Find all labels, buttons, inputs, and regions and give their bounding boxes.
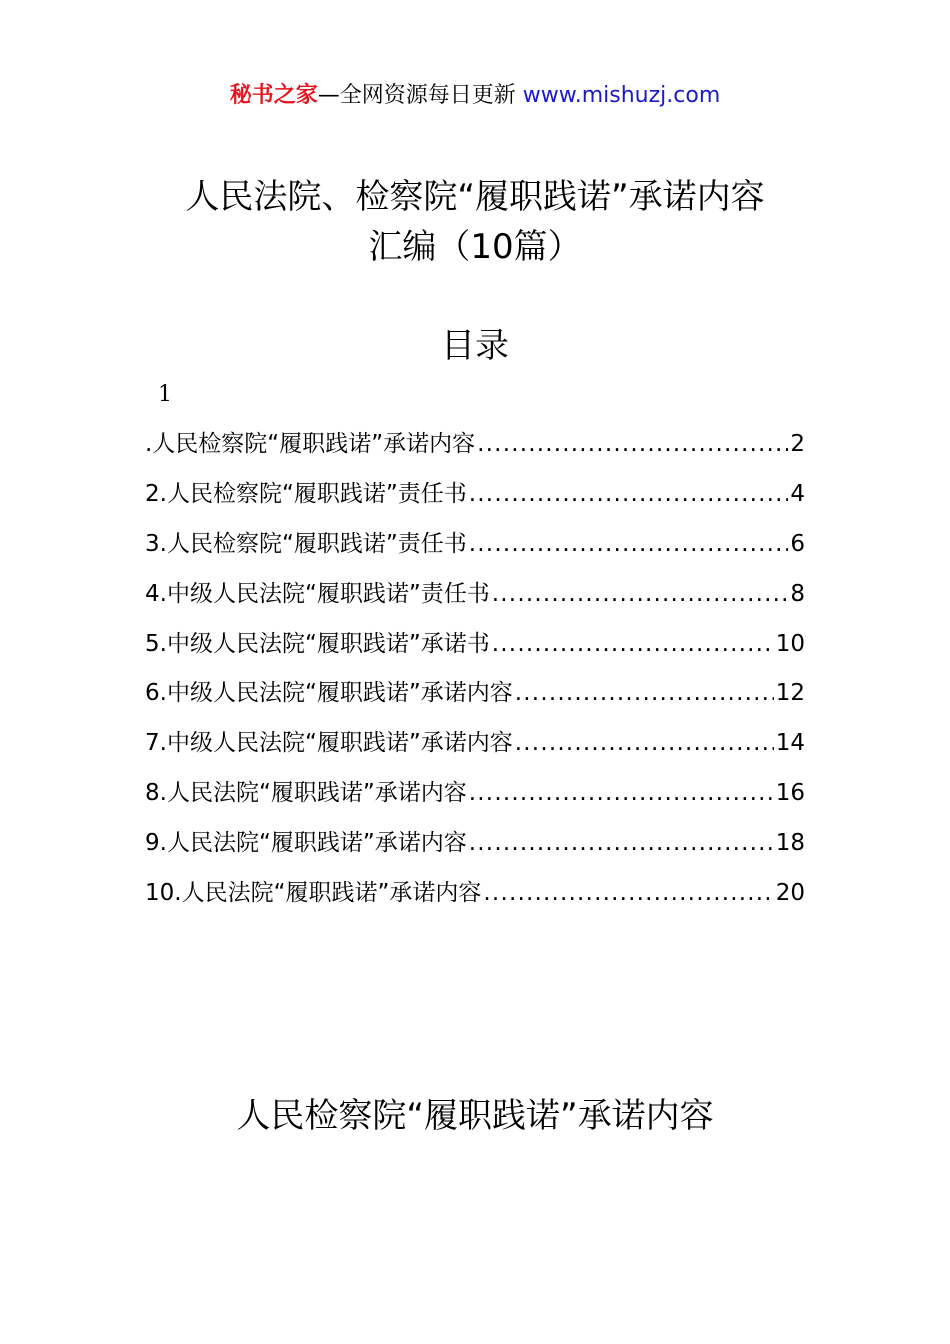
toc-page-number: 12 (775, 680, 805, 707)
toc-dot-leader (492, 622, 774, 666)
section-title: 人民检察院“履职践诺”承诺内容 (236, 1096, 714, 1136)
toc-entry[interactable] (145, 771, 805, 821)
toc-page-number: 2 (790, 431, 805, 457)
toc-entry-text: 3.人民检察院“履职践诺”责任书 (145, 530, 467, 557)
toc-page-number: 16 (775, 780, 805, 807)
document-title (0, 172, 950, 272)
toc-entry-text: 10.人民法院“履职践诺”承诺内容 (145, 880, 482, 907)
toc-page-number: 6 (790, 530, 805, 557)
toc-dot-leader (515, 721, 774, 765)
toc-page-number: 8 (790, 580, 805, 607)
toc-dot-leader (477, 422, 788, 466)
toc-entry-text: 7.中级人民法院“履职践诺”承诺内容 (145, 730, 513, 757)
toc-dot-leader (515, 671, 774, 715)
toc-entry-text: 8.人民法院“履职践诺”承诺内容 (145, 780, 467, 807)
toc-entry[interactable] (145, 472, 805, 522)
site-link[interactable]: www.mishuzj.com (522, 83, 721, 108)
toc-entry[interactable] (145, 871, 805, 921)
toc-entry-text: .人民检察院“履职践诺”承诺内容 (145, 431, 476, 457)
toc-entry[interactable] (145, 821, 805, 871)
toc-entry-text: 4.中级人民法院“履职践诺”责任书 (145, 580, 490, 607)
toc-dot-leader (469, 522, 789, 566)
toc-entry-text: 2.人民检察院“履职践诺”责任书 (145, 480, 467, 507)
header-tagline: —全网资源每日更新 (317, 83, 516, 108)
toc-page-number: 18 (775, 830, 805, 857)
document-title-line-2: 汇编（10篇） (368, 227, 582, 267)
table-of-contents (145, 422, 805, 921)
toc-dot-leader (492, 572, 789, 616)
toc-stray-number: 1 (158, 382, 172, 407)
toc-page-number: 20 (775, 880, 805, 907)
toc-entry[interactable] (145, 522, 805, 572)
toc-entry[interactable] (145, 422, 805, 472)
toc-page-number: 14 (775, 730, 805, 757)
toc-dot-leader (469, 771, 774, 815)
toc-page-number: 10 (775, 630, 805, 657)
toc-entry-text: 5.中级人民法院“履职践诺”承诺书 (145, 630, 490, 657)
document-title-line-1: 人民法院、检察院“履职践诺”承诺内容 (185, 177, 765, 217)
toc-entry[interactable] (145, 622, 805, 672)
toc-dot-leader (469, 472, 789, 516)
toc-entry[interactable] (145, 671, 805, 721)
toc-dot-leader (469, 821, 774, 865)
toc-entry-text: 6.中级人民法院“履职践诺”承诺内容 (145, 680, 513, 707)
toc-dot-leader (483, 871, 773, 915)
toc-page-number: 4 (790, 480, 805, 507)
toc-entry[interactable] (145, 721, 805, 771)
brand-name: 秘书之家 (229, 83, 318, 108)
toc-entry-text: 9.人民法院“履职践诺”承诺内容 (145, 830, 467, 857)
page-header (0, 80, 950, 112)
toc-heading: 目录 (441, 326, 509, 366)
toc-entry[interactable] (145, 572, 805, 622)
